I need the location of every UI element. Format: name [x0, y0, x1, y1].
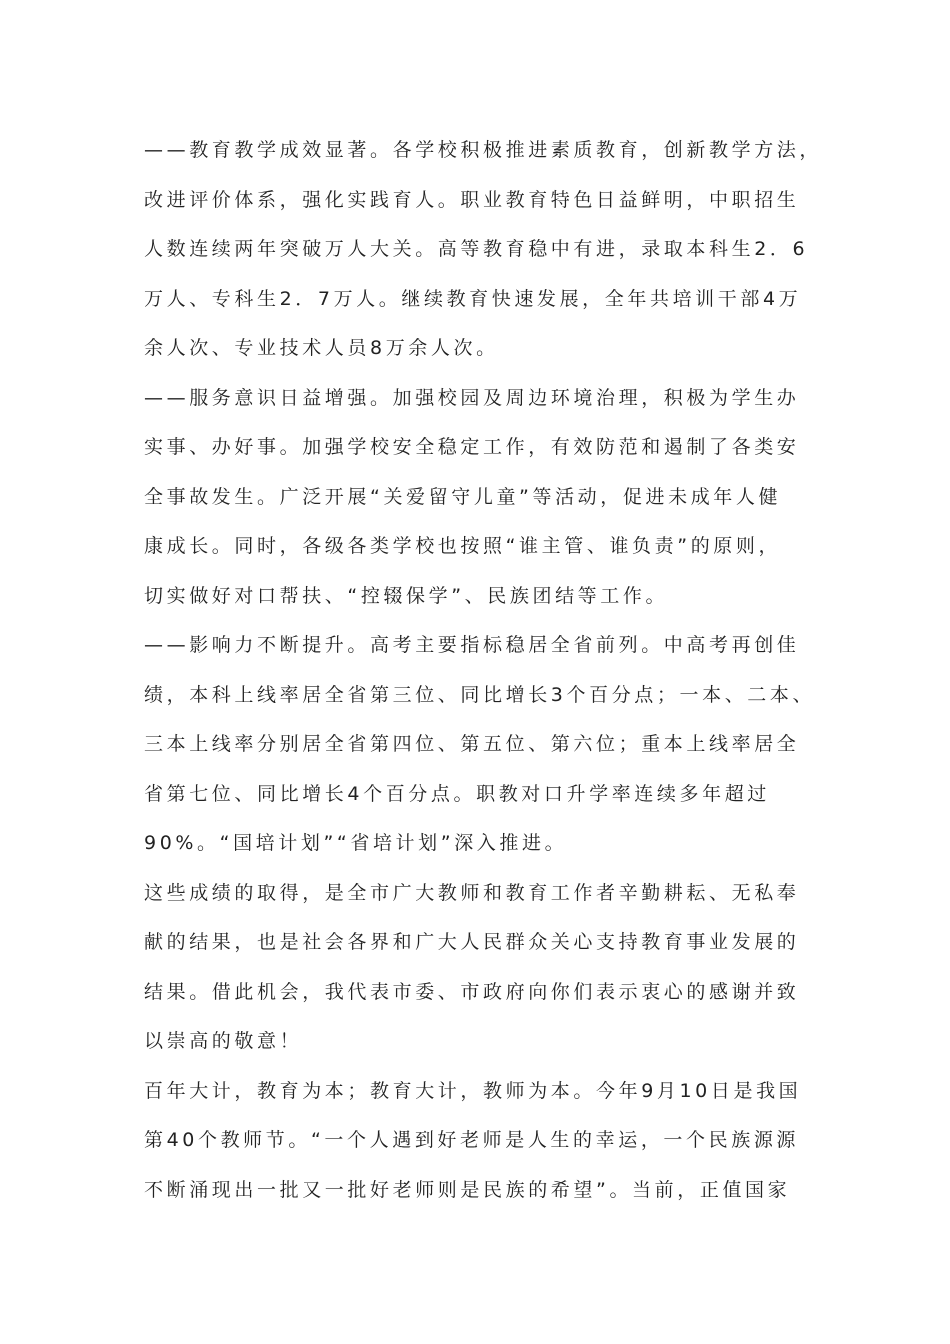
- text-line: 以崇高的敬意！: [144, 1030, 303, 1052]
- text-line: 90%。“国培计划”“省培计划”深入推进。: [144, 832, 568, 854]
- document-body: [144, 126, 834, 1215]
- text-line: 实事、办好事。加强学校安全稳定工作，有效防范和遏制了各类安: [144, 436, 800, 458]
- text-line: 万人、专科生2．7万人。继续教育快速发展，全年共培训干部4万: [144, 287, 802, 310]
- text-line: 不断涌现出一批又一批好老师则是民族的希望”。当前，正值国家: [144, 1178, 791, 1201]
- text-line: 省第七位、同比增长4个百分点。职教对口升学率连续多年超过: [144, 782, 770, 805]
- text-line: 余人次、专业技术人员8万余人次。: [144, 337, 499, 359]
- text-line: ——服务意识日益增强。加强校园及周边环境治理，积极为学生办: [144, 386, 800, 409]
- text-line: 康成长。同时，各级各类学校也按照“谁主管、谁负责”的原则，: [144, 535, 782, 557]
- text-line: 百年大计，教育为本；教育大计，教师为本。今年9月10日是我国: [144, 1079, 802, 1102]
- text-line: 改进评价体系，强化实践育人。职业教育特色日益鲜明，中职招生: [144, 188, 800, 211]
- text-line: 结果。借此机会，我代表市委、市政府向你们表示衷心的感谢并致: [144, 980, 800, 1003]
- text-line: 三本上线率分别居全省第四位、第五位、第六位；重本上线率居全: [144, 733, 800, 755]
- text-line: 第40个教师节。“一个人遇到好老师是人生的幸运，一个民族源源: [144, 1129, 800, 1151]
- text-line: 绩，本科上线率居全省第三位、同比增长3个百分点；一本、二本、: [144, 683, 816, 706]
- text-line: 切实做好对口帮扶、“控辍保学”、民族团结等工作。: [144, 584, 669, 607]
- text-line: ——教育教学成效显著。各学校积极推进素质教育，创新教学方法，: [144, 139, 823, 161]
- text-line: 献的结果，也是社会各界和广大人民群众关心支持教育事业发展的: [144, 931, 800, 953]
- text-line: 全事故发生。广泛开展“关爱留守儿童”等活动，促进未成年人健: [144, 485, 782, 508]
- text-line: 这些成绩的取得，是全市广大教师和教育工作者辛勤耕耘、无私奉: [144, 881, 800, 904]
- text-line: 人数连续两年突破万人大关。高等教育稳中有进，录取本科生2．6: [144, 238, 809, 260]
- text-line: ——影响力不断提升。高考主要指标稳居全省前列。中高考再创佳: [144, 634, 800, 656]
